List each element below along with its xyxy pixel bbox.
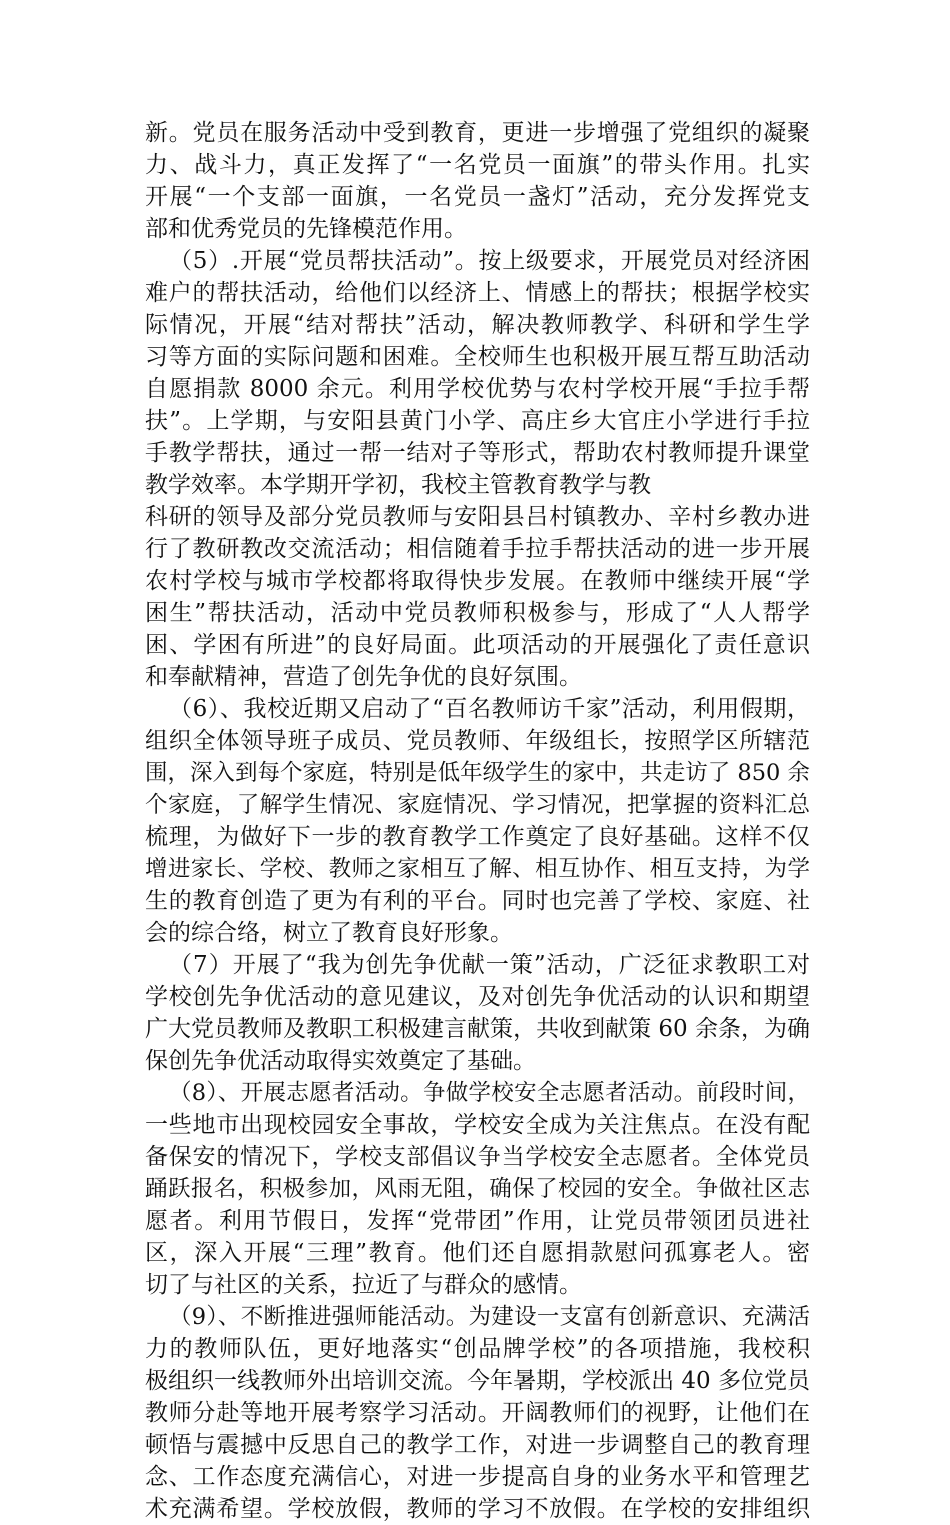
text-line: 习等方面的实际问题和困难。全校师生也积极开展互帮互助活动: [145, 344, 810, 370]
text-line: 极组织一线教师外出培训交流。今年暑期，学校派出 40 多位党员: [145, 1368, 810, 1394]
text-line: 会的综合络，树立了教育良好形象。: [145, 920, 513, 946]
text-line: （8）、开展志愿者活动。争做学校安全志愿者活动。前段时间，: [169, 1080, 810, 1106]
text-line: 备保安的情况下，学校支部倡议争当学校安全志愿者。全体党员: [145, 1144, 810, 1170]
text-line: 和奉献精神，营造了创先争优的良好氛围。: [145, 664, 582, 690]
text-line: 教学效率。本学期开学初，我校主管教育教学与教: [145, 472, 651, 498]
text-line: （5）.开展“党员帮扶活动”。按上级要求，开展党员对经济困: [169, 248, 810, 274]
text-line: 区，深入开展“三理”教育。他们还自愿捐款慰问孤寡老人。密: [145, 1240, 810, 1266]
text-line: 自愿捐款 8000 余元。利用学校优势与农村学校开展“手拉手帮: [145, 376, 810, 402]
text-line: 难户的帮扶活动，给他们以经济上、情感上的帮扶；根据学校实: [145, 280, 810, 306]
text-line: 力的教师队伍，更好地落实“创品牌学校”的各项措施，我校积: [145, 1336, 810, 1362]
text-line: 力、战斗力，真正发挥了“一名党员一面旗”的带头作用。扎实: [145, 152, 810, 178]
text-line: 围，深入到每个家庭，特别是低年级学生的家中，共走访了 850 余: [145, 760, 810, 786]
document-body: [145, 117, 810, 1525]
text-line: 梳理，为做好下一步的教育教学工作奠定了良好基础。这样不仅: [145, 824, 810, 850]
text-line: 一些地市出现校园安全事故，学校安全成为关注焦点。在没有配: [145, 1112, 810, 1138]
text-line: 广大党员教师及教职工积极建言献策，共收到献策 60 余条，为确: [145, 1016, 810, 1042]
text-line: 农村学校与城市学校都将取得快步发展。在教师中继续开展“学: [145, 568, 810, 594]
text-line: 个家庭，了解学生情况、家庭情况、学习情况，把掌握的资料汇总: [145, 792, 810, 818]
text-line: （9）、不断推进强师能活动。为建设一支富有创新意识、充满活: [169, 1304, 810, 1330]
text-line: 学校创先争优活动的意见建议，及对创先争优活动的认识和期望: [145, 984, 810, 1010]
text-line: （6）、我校近期又启动了“百名教师访千家”活动，利用假期，: [169, 696, 810, 722]
text-line: 教师分赴等地开展考察学习活动。开阔教师们的视野，让他们在: [145, 1400, 810, 1426]
text-line: 术充满希望。学校放假，教师的学习不放假。在学校的安排组织: [145, 1496, 810, 1522]
text-line: 顿悟与震撼中反思自己的教学工作，对进一步调整自己的教育理: [145, 1432, 810, 1458]
text-line: 念、工作态度充满信心，对进一步提高自身的业务水平和管理艺: [145, 1464, 810, 1490]
text-line: 困、学困有所进”的良好局面。此项活动的开展强化了责任意识: [145, 632, 810, 658]
text-line: 行了教研教改交流活动；相信随着手拉手帮扶活动的进一步开展: [145, 536, 810, 562]
text-line: 生的教育创造了更为有利的平台。同时也完善了学校、家庭、社: [145, 888, 810, 914]
text-line: 愿者。利用节假日，发挥“党带团”作用，让党员带领团员进社: [145, 1208, 810, 1234]
text-line: 踊跃报名，积极参加，风雨无阻，确保了校园的安全。争做社区志: [145, 1176, 810, 1202]
text-line: 际情况，开展“结对帮扶”活动，解决教师教学、科研和学生学: [145, 312, 810, 338]
text-line: 手教学帮扶，通过一帮一结对子等形式，帮助农村教师提升课堂: [145, 440, 810, 466]
text-line: （7）开展了“我为创先争优献一策”活动，广泛征求教职工对: [169, 952, 810, 978]
text-line: 增进家长、学校、教师之家相互了解、相互协作、相互支持，为学: [145, 856, 810, 882]
text-line: 开展“一个支部一面旗，一名党员一盏灯”活动，充分发挥党支: [145, 184, 810, 210]
text-line: 困生”帮扶活动，活动中党员教师积极参与，形成了“人人帮学: [145, 600, 810, 626]
text-line: 部和优秀党员的先锋模范作用。: [145, 216, 467, 242]
text-line: 组织全体领导班子成员、党员教师、年级组长，按照学区所辖范: [145, 728, 810, 754]
text-line: 保创先争优活动取得实效奠定了基础。: [145, 1048, 536, 1074]
text-line: 扶”。上学期，与安阳县黄门小学、高庄乡大官庄小学进行手拉: [145, 408, 810, 434]
text-line: 切了与社区的关系，拉近了与群众的感情。: [145, 1272, 582, 1298]
text-line: 新。党员在服务活动中受到教育，更进一步增强了党组织的凝聚: [145, 120, 810, 146]
text-line: 科研的领导及部分党员教师与安阳县吕村镇教办、辛村乡教办进: [145, 504, 810, 530]
